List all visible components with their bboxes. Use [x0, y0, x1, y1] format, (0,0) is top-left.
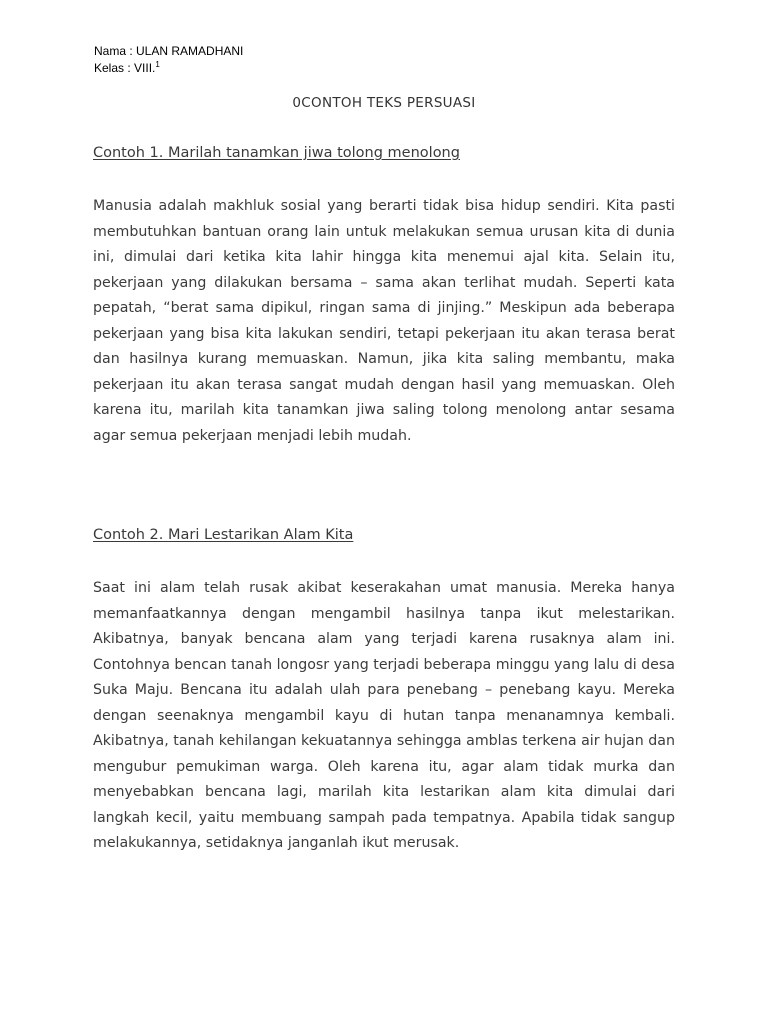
- section-paragraph-1: Manusia adalah makhluk sosial yang berarti tidak bisa hidup sendiri. Kita pasti membutuhkan bantuan orang lain untuk melakukan semua urusan kita di dunia ini, dimulai dari ketika kita lahir hingga kita menemui ajal kita. Selain itu, pekerjaan yang dilakukan bersama – sama akan terlihat mudah. Seperti kata pepatah, “berat sama dipikul, ringan sama di jinjing.” Meskipun ada beberapa pekerjaan yang bisa kita lakukan sendiri, tetapi pekerjaan itu akan terasa berat dan hasilnya kurang memuaskan. Namun, jika kita saling membantu, maka pekerjaan itu akan terasa sangat mudah dengan hasil yang memuaskan. Oleh karena itu, marilah kita tanamkan jiwa saling tolong menolong antar sesama agar semua pekerjaan menjadi lebih mudah.: [93, 198, 675, 444]
- student-class-superscript: 1: [155, 60, 160, 69]
- section-heading-2: Contoh 2. Mari Lestarikan Alam Kita: [93, 527, 354, 543]
- student-name: Nama : ULAN RAMADHANI: [94, 44, 244, 58]
- document-title: 0CONTOH TEKS PERSUASI: [292, 95, 476, 111]
- student-class-label: Kelas : VIII.: [94, 61, 156, 75]
- section-heading-1: Contoh 1. Marilah tanamkan jiwa tolong menolong: [93, 145, 460, 161]
- section-paragraph-2: Saat ini alam telah rusak akibat keserakahan umat manusia. Mereka hanya memanfaatkannya dengan mengambil hasilnya tanpa ikut melestarikan. Akibatnya, banyak bencana alam yang terjadi karena rusaknya alam ini. Contohnya bencan tanah longosr yang terjadi beberapa minggu yang lalu di desa Suka Maju. Bencana itu adalah ulah para penebang – penebang kayu. Mereka dengan seenaknya mengambil kayu di hutan tanpa menanamnya kembali. Akibatnya, tanah kehilangan kekuatannya sehingga amblas terkena air hujan dan mengubur pemukiman warga. Oleh karena itu, agar alam tidak murka dan menyebabkan bencana lagi, marilah kita lestarikan alam kita dimulai dari langkah kecil, yaitu membuang sampah pada tempatnya. Apabila tidak sangup melakukannya, setidaknya janganlah ikut merusak.: [93, 580, 675, 851]
- student-class: [94, 60, 243, 77]
- student-info: [94, 43, 243, 77]
